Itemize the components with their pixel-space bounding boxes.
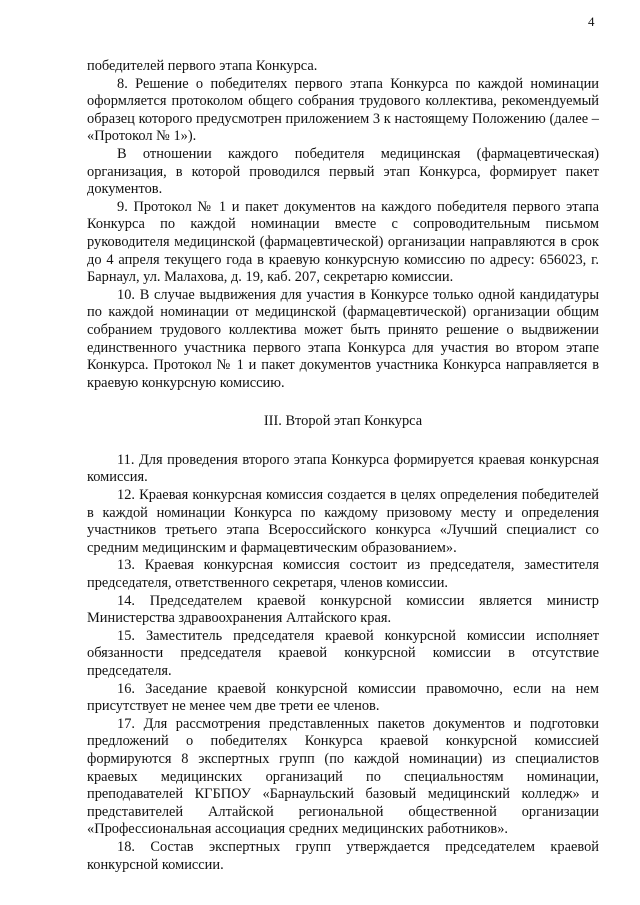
paragraph-12: 12. Краевая конкурсная комиссия создается в целях определения победителей в каждой номинации Конкурса по каждому призовому месту и определения участников третьего этапа Всероссийского конкурса «Лучший специалист со средним медицинским и фармацевтическим образованием». <box>87 487 599 556</box>
paragraph-15: 15. Заместитель председателя краевой конкурсной комиссии исполняет обязанности председателя краевой конкурсной комиссии в отсутствие председателя. <box>87 627 599 679</box>
paragraph-18: 18. Состав экспертных групп утверждается председателем краевой конкурсной комиссии. <box>87 838 599 873</box>
paragraph-14: 14. Председателем краевой конкурсной комиссии является министр Министерства здравоохранения Алтайского края. <box>87 592 599 627</box>
section-heading: III. Второй этап Конкурса <box>263 413 423 430</box>
paragraph-9: 9. Протокол № 1 и пакет документов на каждого победителя первого этапа Конкурса по каждой номинации вместе с сопроводительным письмом руководителя медицинской (фармацевтической) организации направляются в срок до 4 апреля текущего года в краевую конкурсную комиссию по адресу: 656023, г. Барнаул, ул. Малахова, д. 19, каб. 207, секретарю комиссии. <box>87 198 599 286</box>
document-body <box>87 58 599 874</box>
paragraph-8-documents: В отношении каждого победителя медицинская (фармацевтическая) организация, в которой проводился первый этап Конкурса, формирует пакет документов. <box>87 145 599 198</box>
paragraph-10: 10. В случае выдвижения для участия в Конкурсе только одной кандидатуры по каждой номинации от медицинской (фармацевтической) организации общим собранием трудового коллектива может быть принято решение о выдвижении единственного участника первого этапа Конкурса для участия во втором этапе Конкурса. Протокол № 1 и пакет документов участника Конкурса направляется в краевую конкурсную комиссию. <box>87 286 599 391</box>
paragraph-17: 17. Для рассмотрения представленных пакетов документов и подготовки предложений о победителях Конкурса краевой конкурсной комиссией формируются 8 экспертных групп (по каждой номинации) из специалистов краевых медицинских организаций по специальностям номинации, преподавателей КГБПОУ «Барнаульский базовый медицинский колледж» и представителей Алтайской региональной общественной организации «Профессиональная ассоциация средних медицинских работников». <box>87 715 599 838</box>
paragraph-16: 16. Заседание краевой конкурсной комиссии правомочно, если на нем присутствует не менее чем две трети ее членов. <box>87 680 599 715</box>
page-number: 4 <box>588 14 595 29</box>
paragraph-8: 8. Решение о победителях первого этапа Конкурса по каждой номинации оформляется протоколом общего собрания трудового коллектива, рекомендуемый образец которого предусмотрен приложением 3 к настоящему Положению (далее – «Протокол № 1»). <box>87 75 599 145</box>
paragraph-11: 11. Для проведения второго этапа Конкурса формируется краевая конкурсная комиссия. <box>87 451 599 486</box>
paragraph-continuation: победителей первого этапа Конкурса. <box>87 58 318 74</box>
paragraph-13: 13. Краевая конкурсная комиссия состоит из председателя, заместителя председателя, ответственного секретаря, членов комиссии. <box>87 557 599 592</box>
